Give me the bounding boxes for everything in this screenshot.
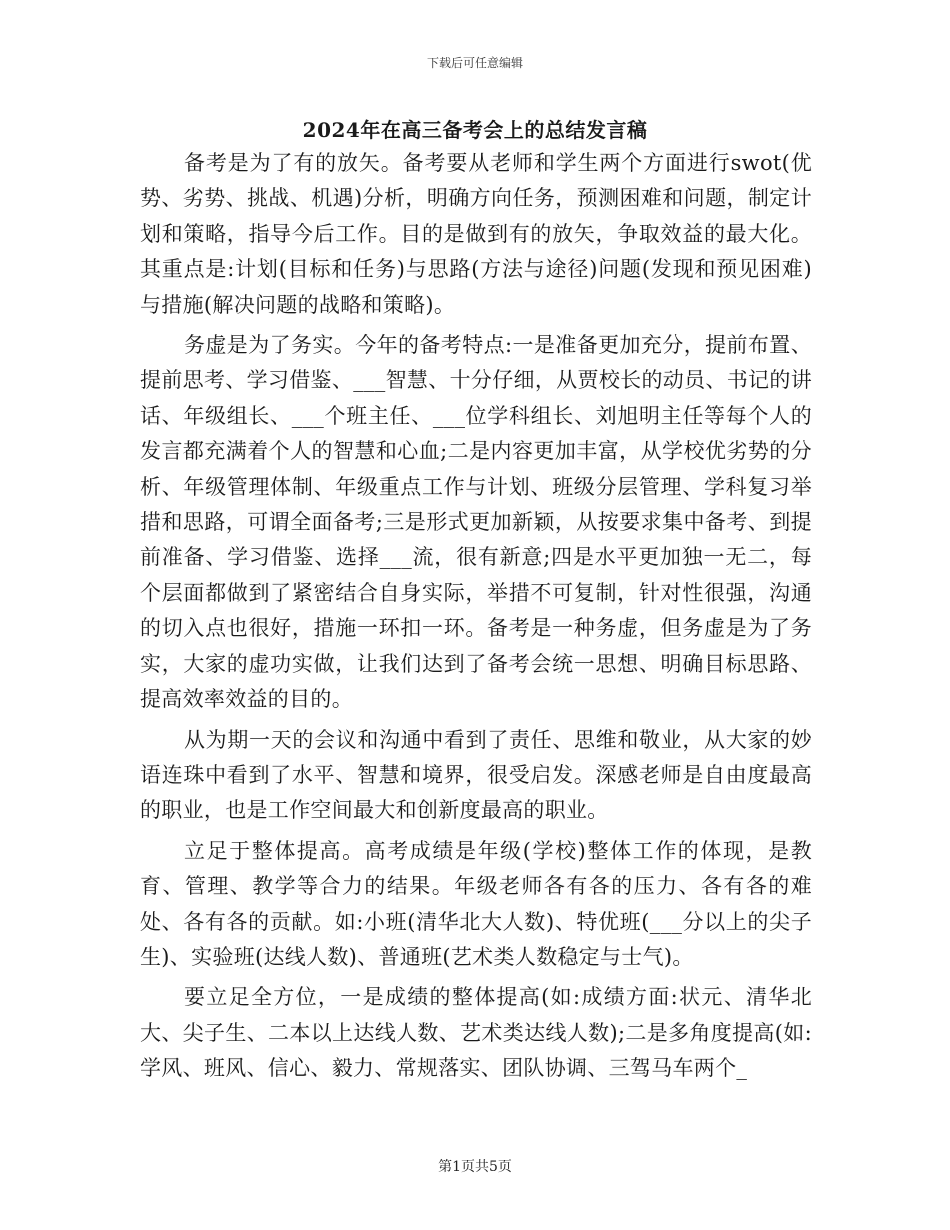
paragraph: 备考是为了有的放矢。备考要从老师和学生两个方面进行swot(优势、劣势、挑战、机遇)分析，明确方向任务，预测困难和问题，制定计划和策略，指导今后工作。目的是做到有的放矢，争取效益的最大化。其重点是:计划(目标和任务)与思路(方法与途径)问题(发现和预见困难)与措施(解决问题的战略和策略)。 xyxy=(140,151,812,317)
paragraph: 从为期一天的会议和沟通中看到了责任、思维和敬业，从大家的妙语连珠中看到了水平、智慧和境界，很受启发。深感老师是自由度最高的职业，也是工作空间最大和创新度最高的职业。 xyxy=(140,727,812,823)
document-body xyxy=(140,146,812,1087)
paragraph: 立足于整体提高。高考成绩是年级(学校)整体工作的体现，是教育、管理、教学等合力的结果。年级老师各有各的压力、各有各的难处、各有各的贡献。如:小班(清华北大人数)、特优班(___分以上的尖子生)、实验班(达线人数)、普通班(艺术类人数稳定与士气)。 xyxy=(140,838,812,969)
paragraph: 务虚是为了务实。今年的备考特点:一是准备更加充分，提前布置、提前思考、学习借鉴、___智慧、十分仔细，从贾校长的动员、书记的讲话、年级组长、___个班主任、___位学科组长、刘旭明主任等每个人的发言都充满着个人的智慧和心血;二是内容更加丰富，从学校优劣势的分析、年级管理体制、年级重点工作与计划、班级分层管理、学科复习举措和思路，可谓全面备考;三是形式更加新颖，从按要求集中备考、到提前准备、学习借鉴、选择___流，很有新意;四是水平更加独一无二，每个层面都做到了紧密结合自身实际，举措不可复制，针对性很强，沟通的切入点也很好，措施一环扣一环。备考是一种务虚，但务虚是为了务实，大家的虚功实做，让我们达到了备考会统一思想、明确目标思路、提高效率效益的目的。 xyxy=(140,333,812,712)
document-title: 2024年在高三备考会上的总结发言稿 xyxy=(302,118,648,142)
header-note: 下载后可任意编辑 xyxy=(426,56,523,70)
paragraph: 要立足全方位，一是成绩的整体提高(如:成绩方面:状元、清华北大、尖子生、二本以上达线人数、艺术类达线人数);二是多角度提高(如:学风、班风、信心、毅力、常规落实、团队协调、三驾马车两个_ xyxy=(140,985,812,1081)
page-number: 第1页共5页 xyxy=(438,1159,512,1175)
